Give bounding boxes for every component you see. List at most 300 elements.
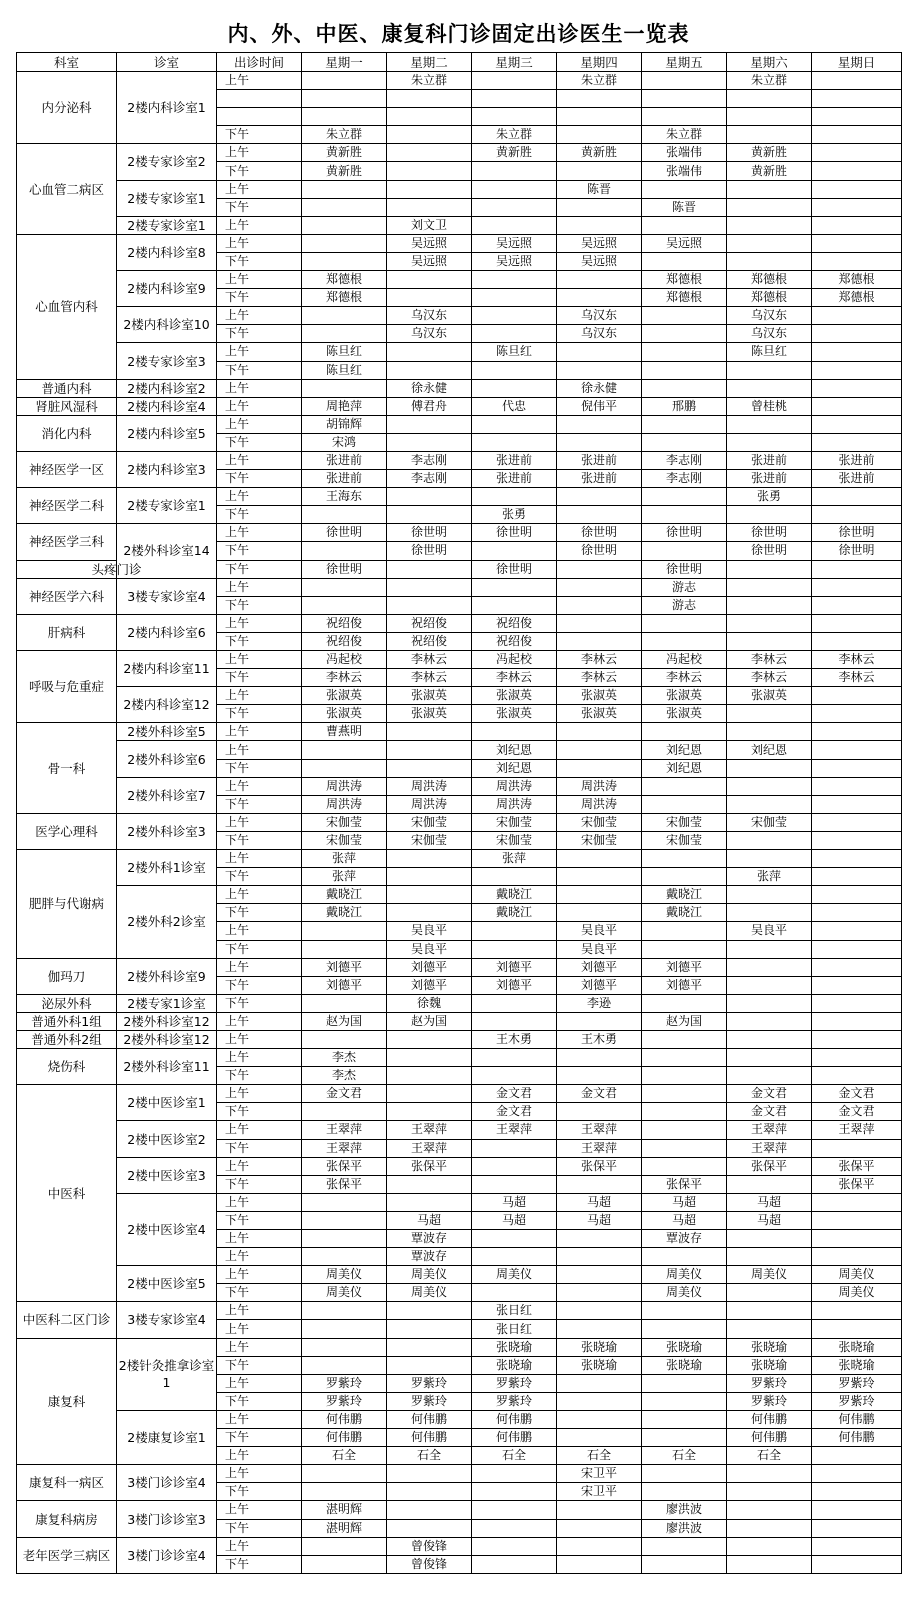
doctor-cell-wed: [472, 1248, 557, 1266]
doctor-cell-fri: 廖洪波: [642, 1519, 727, 1537]
doctor-cell-tue: [387, 1175, 472, 1193]
doctor-cell-sat: [727, 723, 812, 741]
doctor-cell-wed: 徐世明: [472, 524, 557, 542]
doctor-cell-tue: [387, 1067, 472, 1085]
doctor-cell-thu: 张进前: [557, 470, 642, 488]
table-row: [17, 343, 902, 361]
doctor-cell-wed: 张淑英: [472, 705, 557, 723]
doctor-cell-wed: [472, 1501, 557, 1519]
doctor-cell-mon: 冯起校: [302, 651, 387, 669]
doctor-cell-sun: 徐世明: [812, 524, 902, 542]
doctor-cell-thu: [557, 415, 642, 433]
time-cell: 上午: [217, 1049, 302, 1067]
doctor-cell-fri: 刘纪恩: [642, 741, 727, 759]
doctor-cell-sat: 郑德根: [727, 271, 812, 289]
doctor-cell-fri: [642, 1555, 727, 1573]
time-cell: 上午: [217, 1302, 302, 1320]
doctor-cell-sun: [812, 1211, 902, 1229]
dept-cell: 内分泌科: [17, 72, 117, 144]
doctor-cell-wed: 戴晓江: [472, 886, 557, 904]
dept-cell: 普通外科1组: [17, 1012, 117, 1030]
room-cell: 2楼内科诊室10: [117, 307, 217, 343]
time-cell: 下午: [217, 1392, 302, 1410]
doctor-cell-fri: [642, 1537, 727, 1555]
doctor-cell-mon: 周洪涛: [302, 795, 387, 813]
time-cell: 上午: [217, 1085, 302, 1103]
doctor-cell-sat: [727, 958, 812, 976]
doctor-cell-fri: 马超: [642, 1193, 727, 1211]
doctor-cell-sat: 李林云: [727, 669, 812, 687]
doctor-cell-thu: [557, 126, 642, 144]
room-cell: 2楼外科诊室7: [117, 777, 217, 813]
doctor-cell-wed: 罗紫玲: [472, 1374, 557, 1392]
time-cell: 上午: [217, 343, 302, 361]
doctor-cell-wed: 吴远照: [472, 252, 557, 270]
doctor-cell-thu: [557, 1012, 642, 1030]
doctor-cell-mon: [302, 1537, 387, 1555]
doctor-cell-fri: 覃波存: [642, 1230, 727, 1248]
doctor-cell-sun: [812, 1519, 902, 1537]
doctor-cell-mon: 黄新胜: [302, 162, 387, 180]
table-row: [17, 72, 902, 90]
doctor-cell-sat: 金文君: [727, 1085, 812, 1103]
doctor-cell-sat: [727, 126, 812, 144]
doctor-cell-tue: 李志刚: [387, 451, 472, 469]
doctor-cell-wed: 张日红: [472, 1320, 557, 1338]
room-cell: 2楼专家诊室3: [117, 343, 217, 379]
time-cell: [217, 90, 302, 108]
doctor-cell-wed: 金文君: [472, 1103, 557, 1121]
doctor-cell-wed: [472, 216, 557, 234]
doctor-cell-sun: [812, 307, 902, 325]
doctor-cell-mon: 罗紫玲: [302, 1374, 387, 1392]
room-cell: 2楼内科诊室6: [117, 614, 217, 650]
doctor-cell-fri: [642, 108, 727, 126]
doctor-cell-wed: 王翠萍: [472, 1121, 557, 1139]
table-row: [17, 1266, 902, 1284]
doctor-cell-mon: 张萍: [302, 850, 387, 868]
table-row: [17, 723, 902, 741]
room-cell: 2楼中医诊室3: [117, 1157, 217, 1193]
doctor-cell-mon: [302, 307, 387, 325]
doctor-cell-mon: [302, 1248, 387, 1266]
doctor-cell-wed: [472, 289, 557, 307]
doctor-cell-wed: 李林云: [472, 669, 557, 687]
dept-cell: 心血管二病区: [17, 144, 117, 234]
doctor-cell-fri: [642, 506, 727, 524]
doctor-cell-fri: 郑德根: [642, 271, 727, 289]
time-cell: 上午: [217, 488, 302, 506]
doctor-cell-thu: 吴良平: [557, 940, 642, 958]
doctor-cell-sun: [812, 850, 902, 868]
doctor-cell-mon: [302, 325, 387, 343]
doctor-cell-tue: 徐世明: [387, 542, 472, 560]
doctor-cell-fri: 张晓瑜: [642, 1338, 727, 1356]
doctor-cell-fri: [642, 433, 727, 451]
doctor-cell-tue: [387, 723, 472, 741]
doctor-cell-sat: 张保平: [727, 1157, 812, 1175]
header-dept: 科室: [17, 53, 117, 72]
room-cell: 3楼门诊诊室4: [117, 1465, 217, 1501]
doctor-cell-fri: 张端伟: [642, 162, 727, 180]
dept-cell: 呼吸与危重症: [17, 651, 117, 723]
doctor-cell-wed: 马超: [472, 1211, 557, 1229]
doctor-cell-tue: 赵为国: [387, 1012, 472, 1030]
header-mon: 星期一: [302, 53, 387, 72]
table-row: [17, 379, 902, 397]
room-cell: 2楼专家诊室1: [117, 488, 217, 524]
table-row: [17, 180, 902, 198]
doctor-cell-mon: 陈旦红: [302, 361, 387, 379]
doctor-cell-sun: [812, 596, 902, 614]
doctor-cell-wed: 张淑英: [472, 687, 557, 705]
doctor-cell-wed: [472, 1465, 557, 1483]
time-cell: 下午: [217, 560, 302, 578]
time-cell: 下午: [217, 470, 302, 488]
doctor-cell-wed: 张萍: [472, 850, 557, 868]
room-cell: 2楼内科诊室3: [117, 451, 217, 487]
time-cell: 下午: [217, 1175, 302, 1193]
doctor-cell-thu: [557, 108, 642, 126]
doctor-cell-sat: [727, 795, 812, 813]
doctor-cell-fri: 刘德平: [642, 958, 727, 976]
time-cell: 下午: [217, 831, 302, 849]
doctor-cell-tue: 王翠萍: [387, 1121, 472, 1139]
doctor-cell-mon: [302, 506, 387, 524]
doctor-cell-fri: 赵为国: [642, 1012, 727, 1030]
doctor-cell-fri: 张晓瑜: [642, 1356, 727, 1374]
table-row: [17, 1302, 902, 1320]
doctor-cell-thu: [557, 506, 642, 524]
room-cell: 2楼外科诊室3: [117, 813, 217, 849]
doctor-cell-wed: 祝绍俊: [472, 614, 557, 632]
doctor-cell-sat: [727, 976, 812, 994]
doctor-cell-thu: 徐永健: [557, 379, 642, 397]
doctor-cell-mon: 周洪涛: [302, 777, 387, 795]
doctor-cell-tue: 朱立群: [387, 72, 472, 90]
table-row: [17, 144, 902, 162]
room-cell: 2楼中医诊室1: [117, 1085, 217, 1121]
time-cell: 下午: [217, 289, 302, 307]
time-cell: 上午: [217, 1410, 302, 1428]
dept-cell: 头疼门诊: [17, 560, 217, 578]
doctor-cell-fri: [642, 1483, 727, 1501]
table-row: [17, 307, 902, 325]
doctor-cell-tue: 曾俊锋: [387, 1555, 472, 1573]
doctor-cell-thu: [557, 1374, 642, 1392]
doctor-cell-wed: [472, 723, 557, 741]
doctor-cell-thu: [557, 886, 642, 904]
doctor-cell-sun: [812, 831, 902, 849]
doctor-cell-sun: [812, 560, 902, 578]
schedule-sheet: [16, 16, 901, 1574]
time-cell: 下午: [217, 162, 302, 180]
doctor-cell-sun: 李林云: [812, 651, 902, 669]
doctor-cell-tue: [387, 578, 472, 596]
room-cell: 2楼外科诊室6: [117, 741, 217, 777]
doctor-cell-thu: [557, 1320, 642, 1338]
doctor-cell-wed: 何伟鹏: [472, 1410, 557, 1428]
dept-cell: 心血管内科: [17, 234, 117, 379]
time-cell: 下午: [217, 759, 302, 777]
room-cell: 2楼中医诊室4: [117, 1193, 217, 1265]
doctor-cell-wed: 刘纪恩: [472, 759, 557, 777]
doctor-cell-wed: [472, 1049, 557, 1067]
doctor-cell-fri: 周美仪: [642, 1266, 727, 1284]
doctor-cell-sun: [812, 994, 902, 1012]
doctor-cell-fri: 张淑英: [642, 687, 727, 705]
doctor-cell-sun: [812, 723, 902, 741]
doctor-cell-sat: 黄新胜: [727, 144, 812, 162]
doctor-cell-mon: 刘德平: [302, 976, 387, 994]
doctor-cell-fri: [642, 216, 727, 234]
doctor-cell-sat: 张勇: [727, 488, 812, 506]
doctor-cell-sun: [812, 415, 902, 433]
doctor-cell-sun: [812, 1320, 902, 1338]
doctor-cell-tue: [387, 1030, 472, 1048]
dept-cell: 泌尿外科: [17, 994, 117, 1012]
doctor-cell-sat: [727, 1049, 812, 1067]
doctor-cell-sat: 张晓瑜: [727, 1356, 812, 1374]
doctor-cell-mon: 王翠萍: [302, 1121, 387, 1139]
doctor-cell-tue: 石全: [387, 1447, 472, 1465]
time-cell: 上午: [217, 1501, 302, 1519]
room-cell: 3楼门诊诊室4: [117, 1537, 217, 1573]
doctor-cell-fri: 陈晋: [642, 198, 727, 216]
doctor-cell-tue: [387, 162, 472, 180]
doctor-cell-sun: [812, 1501, 902, 1519]
doctor-cell-tue: 张淑英: [387, 705, 472, 723]
table-row: [17, 886, 902, 904]
doctor-cell-sun: [812, 976, 902, 994]
doctor-cell-wed: 陈旦红: [472, 343, 557, 361]
doctor-cell-tue: 周洪涛: [387, 777, 472, 795]
time-cell: 下午: [217, 940, 302, 958]
doctor-cell-thu: [557, 868, 642, 886]
time-cell: 上午: [217, 578, 302, 596]
doctor-cell-sun: [812, 687, 902, 705]
dept-cell: 烧伤科: [17, 1049, 117, 1085]
doctor-cell-fri: [642, 723, 727, 741]
doctor-cell-tue: 罗紫玲: [387, 1374, 472, 1392]
doctor-cell-sat: [727, 90, 812, 108]
doctor-cell-fri: [642, 777, 727, 795]
doctor-cell-sun: [812, 180, 902, 198]
table-row: [17, 1338, 902, 1356]
doctor-cell-fri: [642, 415, 727, 433]
doctor-cell-sun: [812, 144, 902, 162]
doctor-cell-mon: 祝绍俊: [302, 614, 387, 632]
time-cell: 上午: [217, 415, 302, 433]
doctor-cell-tue: 王翠萍: [387, 1139, 472, 1157]
doctor-cell-sun: [812, 705, 902, 723]
doctor-cell-wed: [472, 180, 557, 198]
doctor-cell-fri: [642, 72, 727, 90]
doctor-cell-sat: 朱立群: [727, 72, 812, 90]
doctor-cell-thu: 宋伽莹: [557, 831, 642, 849]
doctor-cell-sun: 张进前: [812, 451, 902, 469]
doctor-cell-fri: 游志: [642, 578, 727, 596]
doctor-cell-wed: [472, 488, 557, 506]
room-cell: 2楼外科1诊室: [117, 850, 217, 886]
doctor-cell-thu: 金文君: [557, 1085, 642, 1103]
doctor-cell-mon: [302, 1302, 387, 1320]
room-cell: 2楼中医诊室5: [117, 1266, 217, 1302]
doctor-cell-sun: [812, 379, 902, 397]
doctor-cell-wed: 徐世明: [472, 560, 557, 578]
doctor-cell-sun: 王翠萍: [812, 1121, 902, 1139]
time-cell: 下午: [217, 1483, 302, 1501]
doctor-cell-sun: 罗紫玲: [812, 1374, 902, 1392]
room-cell: 2楼内科诊室1: [117, 72, 217, 144]
time-cell: 下午: [217, 1284, 302, 1302]
doctor-cell-thu: 徐世明: [557, 524, 642, 542]
doctor-cell-mon: [302, 542, 387, 560]
time-cell: 上午: [217, 1193, 302, 1211]
doctor-cell-thu: 宋卫平: [557, 1465, 642, 1483]
doctor-cell-sun: [812, 90, 902, 108]
time-cell: 上午: [217, 1447, 302, 1465]
doctor-cell-thu: [557, 1429, 642, 1447]
doctor-cell-wed: [472, 542, 557, 560]
doctor-cell-sat: [727, 614, 812, 632]
doctor-cell-sat: 陈旦红: [727, 343, 812, 361]
doctor-cell-tue: [387, 759, 472, 777]
doctor-cell-sat: 罗紫玲: [727, 1374, 812, 1392]
dept-cell: 神经医学二科: [17, 488, 117, 524]
doctor-cell-sun: [812, 1483, 902, 1501]
doctor-cell-sun: 周美仪: [812, 1266, 902, 1284]
doctor-cell-wed: [472, 596, 557, 614]
doctor-cell-sat: [727, 850, 812, 868]
doctor-cell-sat: [727, 904, 812, 922]
doctor-cell-sat: 马超: [727, 1211, 812, 1229]
doctor-cell-wed: [472, 1555, 557, 1573]
doctor-cell-mon: 赵为国: [302, 1012, 387, 1030]
doctor-cell-tue: 周美仪: [387, 1284, 472, 1302]
doctor-cell-mon: 李杰: [302, 1049, 387, 1067]
doctor-cell-sun: [812, 1030, 902, 1048]
doctor-cell-tue: 刘德平: [387, 958, 472, 976]
table-row: [17, 560, 902, 578]
room-cell: 2楼外科诊室5: [117, 723, 217, 741]
time-cell: 上午: [217, 886, 302, 904]
doctor-cell-wed: 宋伽莹: [472, 813, 557, 831]
doctor-cell-wed: 金文君: [472, 1085, 557, 1103]
doctor-cell-mon: 祝绍俊: [302, 632, 387, 650]
dept-cell: 中医科: [17, 1085, 117, 1302]
doctor-cell-thu: 张淑英: [557, 705, 642, 723]
doctor-cell-sun: [812, 198, 902, 216]
doctor-cell-thu: 王翠萍: [557, 1121, 642, 1139]
doctor-cell-wed: 代忠: [472, 397, 557, 415]
doctor-cell-wed: [472, 1284, 557, 1302]
time-cell: 上午: [217, 1121, 302, 1139]
doctor-cell-sun: [812, 1555, 902, 1573]
doctor-cell-fri: [642, 488, 727, 506]
doctor-cell-fri: [642, 1121, 727, 1139]
doctor-cell-sun: [812, 1049, 902, 1067]
time-cell: 上午: [217, 651, 302, 669]
doctor-cell-mon: 张淑英: [302, 687, 387, 705]
doctor-cell-thu: [557, 1410, 642, 1428]
doctor-cell-fri: 石全: [642, 1447, 727, 1465]
dept-cell: 神经医学一区: [17, 451, 117, 487]
doctor-cell-tue: [387, 488, 472, 506]
doctor-cell-thu: 陈晋: [557, 180, 642, 198]
time-cell: 下午: [217, 198, 302, 216]
doctor-cell-mon: 何伟鹏: [302, 1429, 387, 1447]
doctor-cell-sun: [812, 1193, 902, 1211]
schedule-table: [16, 52, 902, 1574]
doctor-cell-tue: 覃波存: [387, 1248, 472, 1266]
table-row: [17, 451, 902, 469]
dept-cell: 中医科二区门诊: [17, 1302, 117, 1338]
doctor-cell-fri: 张端伟: [642, 144, 727, 162]
header-room: 诊室: [117, 53, 217, 72]
doctor-cell-fri: [642, 180, 727, 198]
doctor-cell-sat: [727, 361, 812, 379]
table-row: [17, 813, 902, 831]
doctor-cell-sat: [727, 1030, 812, 1048]
doctor-cell-mon: 徐世明: [302, 560, 387, 578]
doctor-cell-sat: 王翠萍: [727, 1139, 812, 1157]
doctor-cell-sun: 张晓瑜: [812, 1356, 902, 1374]
doctor-cell-tue: 张淑英: [387, 687, 472, 705]
doctor-cell-wed: 吴远照: [472, 234, 557, 252]
doctor-cell-sun: [812, 1465, 902, 1483]
doctor-cell-mon: [302, 578, 387, 596]
doctor-cell-sat: [727, 940, 812, 958]
doctor-cell-wed: [472, 994, 557, 1012]
doctor-cell-sat: [727, 1012, 812, 1030]
doctor-cell-sun: 张保平: [812, 1175, 902, 1193]
doctor-cell-sun: [812, 506, 902, 524]
room-cell: 2楼专家诊室2: [117, 144, 217, 180]
doctor-cell-thu: [557, 343, 642, 361]
doctor-cell-sun: [812, 1447, 902, 1465]
time-cell: 上午: [217, 1320, 302, 1338]
doctor-cell-fri: [642, 1030, 727, 1048]
doctor-cell-thu: 王木勇: [557, 1030, 642, 1048]
doctor-cell-wed: 刘纪恩: [472, 741, 557, 759]
doctor-cell-thu: [557, 1230, 642, 1248]
doctor-cell-tue: [387, 886, 472, 904]
time-cell: 下午: [217, 596, 302, 614]
doctor-cell-wed: [472, 922, 557, 940]
doctor-cell-tue: 周洪涛: [387, 795, 472, 813]
room-cell: 2楼内科诊室12: [117, 687, 217, 723]
time-cell: 下午: [217, 1211, 302, 1229]
time-cell: 上午: [217, 397, 302, 415]
time-cell: 下午: [217, 361, 302, 379]
dept-cell: 康复科: [17, 1338, 117, 1465]
doctor-cell-sun: [812, 361, 902, 379]
doctor-cell-wed: 祝绍俊: [472, 632, 557, 650]
doctor-cell-thu: 乌汉东: [557, 307, 642, 325]
room-cell: 3楼专家诊室4: [117, 578, 217, 614]
room-cell: 2楼中医诊室2: [117, 1121, 217, 1157]
time-cell: 下午: [217, 433, 302, 451]
doctor-cell-sun: 何伟鹏: [812, 1429, 902, 1447]
doctor-cell-mon: [302, 596, 387, 614]
doctor-cell-wed: [472, 1175, 557, 1193]
doctor-cell-sun: [812, 904, 902, 922]
doctor-cell-wed: [472, 162, 557, 180]
doctor-cell-thu: 宋卫平: [557, 1483, 642, 1501]
doctor-cell-thu: [557, 1501, 642, 1519]
time-cell: 上午: [217, 922, 302, 940]
